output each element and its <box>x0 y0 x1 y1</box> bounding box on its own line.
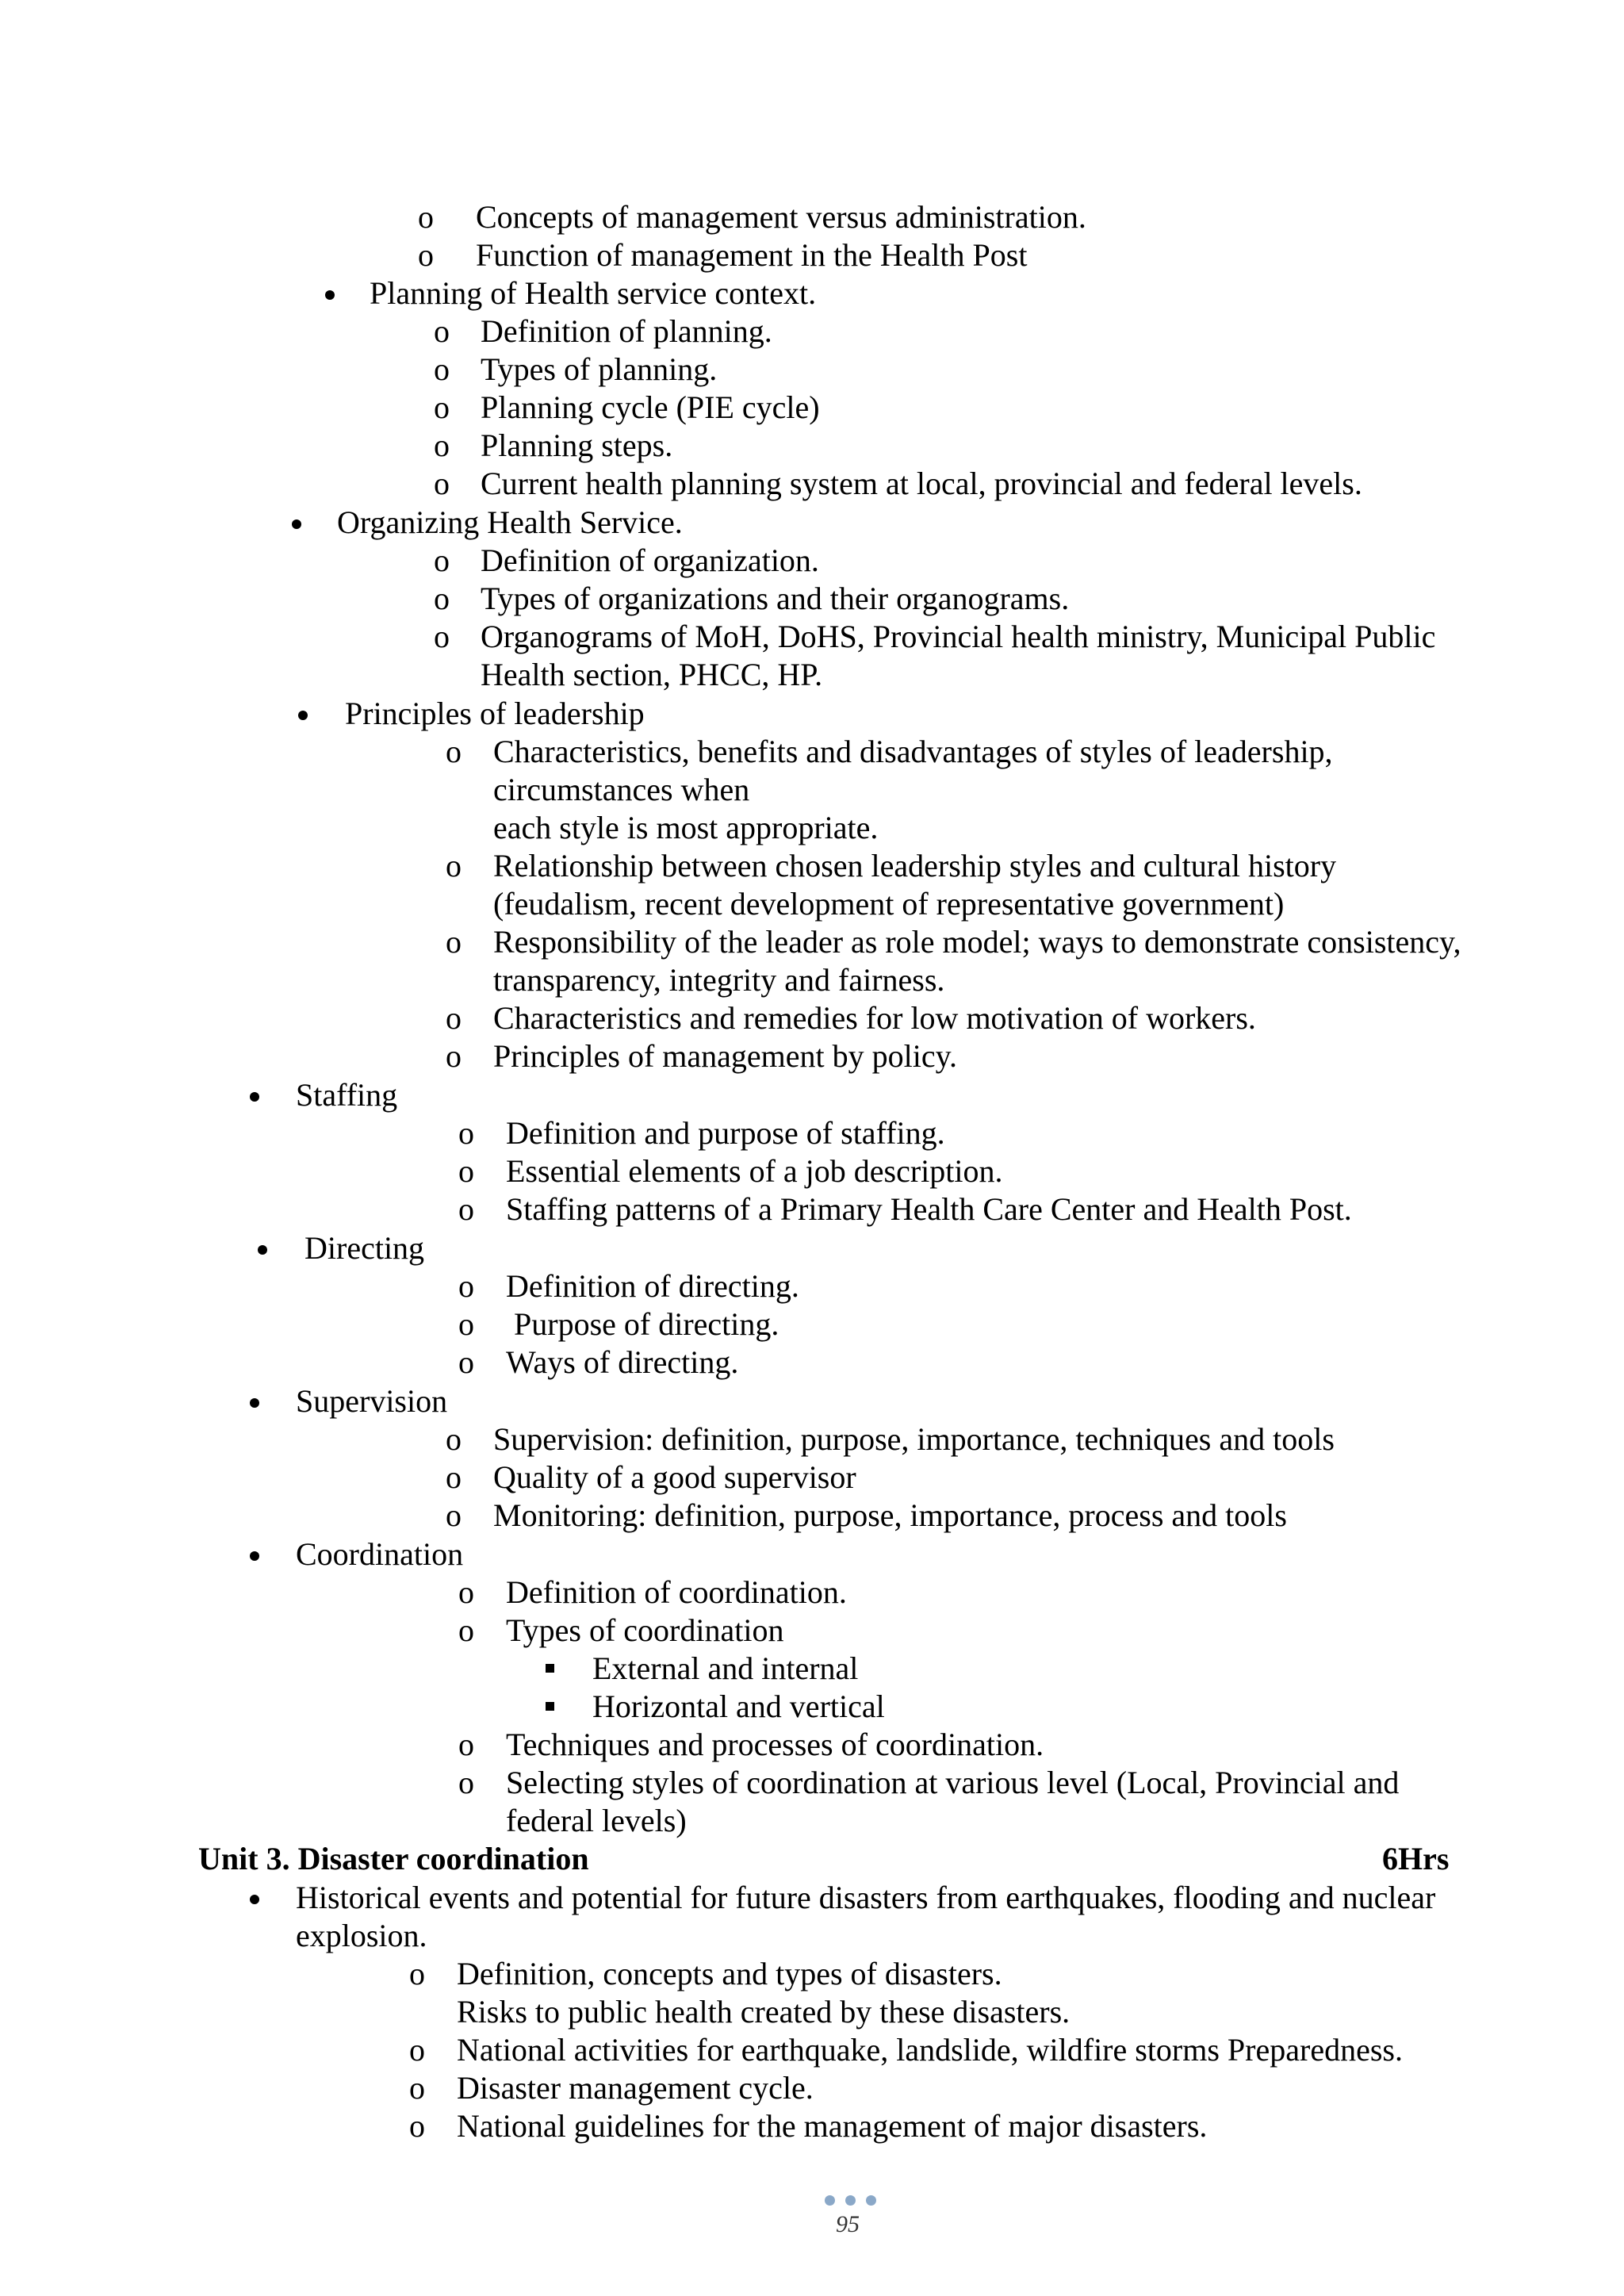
list-item-continuation: Risks to public health created by these disasters. <box>457 1994 1071 2030</box>
list-item: Types of planning. <box>481 351 718 387</box>
footer-dot-icon <box>825 2195 835 2206</box>
circle-bullet-icon: o <box>458 1306 474 1342</box>
list-item: Staffing <box>296 1077 398 1113</box>
list-item: Selecting styles of coordination at various level (Local, Provincial and <box>506 1765 1400 1800</box>
list-item: Definition and purpose of staffing. <box>506 1115 945 1151</box>
list-item: Horizontal and vertical <box>592 1688 885 1724</box>
circle-bullet-icon: o <box>434 427 450 463</box>
circle-bullet-icon: o <box>409 2032 425 2068</box>
list-item: Planning steps. <box>481 427 673 463</box>
circle-bullet-icon: o <box>458 1115 474 1151</box>
circle-bullet-icon: o <box>434 466 450 501</box>
list-item: Organograms of MoH, DoHS, Provincial health ministry, Municipal Public <box>481 619 1436 654</box>
bullet-icon <box>258 1245 267 1255</box>
list-item: Supervision: definition, purpose, importance, techniques and tools <box>493 1421 1335 1457</box>
list-item-continuation: circumstances when <box>493 772 750 807</box>
list-item: Principles of management by policy. <box>493 1038 958 1074</box>
list-item: Purpose of directing. <box>514 1306 779 1342</box>
circle-bullet-icon: o <box>458 1727 474 1762</box>
bullet-icon <box>325 290 335 300</box>
circle-bullet-icon: o <box>458 1765 474 1800</box>
bullet-icon <box>250 1551 259 1561</box>
list-item: Types of coordination <box>506 1612 784 1648</box>
list-item: Historical events and potential for future disasters from earthquakes, flooding and nuclear <box>296 1880 1436 1915</box>
circle-bullet-icon: o <box>458 1153 474 1189</box>
list-item: Principles of leadership <box>345 696 645 731</box>
circle-bullet-icon: o <box>446 848 462 884</box>
list-item: Planning cycle (PIE cycle) <box>481 389 820 425</box>
bullet-icon <box>250 1092 259 1102</box>
circle-bullet-icon: o <box>409 1956 425 1991</box>
circle-bullet-icon: o <box>446 1459 462 1495</box>
bullet-icon <box>250 1398 259 1408</box>
bullet-icon <box>250 1895 259 1904</box>
circle-bullet-icon: o <box>446 1421 462 1457</box>
list-item: Definition of organization. <box>481 542 819 578</box>
list-item: Organizing Health Service. <box>337 504 683 540</box>
circle-bullet-icon: o <box>458 1574 474 1610</box>
list-item: Techniques and processes of coordination. <box>506 1727 1044 1762</box>
unit-hours: 6Hrs <box>1382 1841 1450 1876</box>
list-item: Definition, concepts and types of disasters. <box>457 1956 1002 1991</box>
circle-bullet-icon: o <box>446 734 462 769</box>
circle-bullet-icon: o <box>434 351 450 387</box>
list-item: Responsibility of the leader as role model; ways to demonstrate consistency, <box>493 924 1461 960</box>
circle-bullet-icon: o <box>434 581 450 616</box>
list-item: Concepts of management versus administration. <box>476 199 1086 235</box>
circle-bullet-icon: o <box>409 2108 425 2144</box>
list-item-continuation: explosion. <box>296 1918 427 1953</box>
list-item: Characteristics, benefits and disadvantages of styles of leadership, <box>493 734 1333 769</box>
circle-bullet-icon: o <box>434 542 450 578</box>
list-item: Essential elements of a job description. <box>506 1153 1003 1189</box>
circle-bullet-icon: o <box>446 1000 462 1036</box>
list-item: Definition of coordination. <box>506 1574 847 1610</box>
bullet-icon <box>292 519 301 529</box>
circle-bullet-icon: o <box>446 1497 462 1533</box>
list-item-continuation: each style is most appropriate. <box>493 810 879 845</box>
list-item: Ways of directing. <box>506 1344 739 1380</box>
list-item: Planning of Health service context. <box>370 275 817 311</box>
list-item: Definition of directing. <box>506 1268 799 1304</box>
list-item: Coordination <box>296 1536 464 1572</box>
list-item: National guidelines for the management of major disasters. <box>457 2108 1208 2144</box>
list-item-continuation: transparency, integrity and fairness. <box>493 962 945 998</box>
circle-bullet-icon: o <box>418 199 434 235</box>
circle-bullet-icon: o <box>458 1344 474 1380</box>
circle-bullet-icon: o <box>418 237 434 273</box>
bullet-icon <box>298 711 308 720</box>
circle-bullet-icon: o <box>446 1038 462 1074</box>
circle-bullet-icon: o <box>434 313 450 349</box>
list-item: Relationship between chosen leadership styles and cultural history <box>493 848 1337 884</box>
list-item: Quality of a good supervisor <box>493 1459 856 1495</box>
list-item: Definition of planning. <box>481 313 772 349</box>
list-item: Staffing patterns of a Primary Health Care Center and Health Post. <box>506 1191 1352 1227</box>
circle-bullet-icon: o <box>434 619 450 654</box>
list-item: Types of organizations and their organograms. <box>481 581 1070 616</box>
list-item: Directing <box>304 1230 425 1266</box>
list-item: External and internal <box>592 1650 859 1686</box>
list-item: Current health planning system at local, provincial and federal levels. <box>481 466 1362 501</box>
circle-bullet-icon: o <box>458 1191 474 1227</box>
footer-dot-icon <box>845 2195 856 2206</box>
square-bullet-icon <box>546 1664 554 1673</box>
circle-bullet-icon: o <box>409 2070 425 2106</box>
list-item: Disaster management cycle. <box>457 2070 814 2106</box>
square-bullet-icon <box>546 1702 554 1711</box>
circle-bullet-icon: o <box>458 1612 474 1648</box>
list-item-continuation: Health section, PHCC, HP. <box>481 657 823 692</box>
list-item: Function of management in the Health Post <box>476 237 1028 273</box>
list-item: Monitoring: definition, purpose, importance, process and tools <box>493 1497 1287 1533</box>
list-item: National activities for earthquake, landslide, wildfire storms Preparedness. <box>457 2032 1403 2068</box>
list-item: Characteristics and remedies for low motivation of workers. <box>493 1000 1256 1036</box>
footer-dot-icon <box>866 2195 876 2206</box>
unit-heading: Unit 3. Disaster coordination <box>198 1841 589 1876</box>
circle-bullet-icon: o <box>446 924 462 960</box>
page-number: 95 <box>836 2211 860 2237</box>
list-item: Supervision <box>296 1383 448 1419</box>
circle-bullet-icon: o <box>434 389 450 425</box>
circle-bullet-icon: o <box>458 1268 474 1304</box>
list-item-continuation: (feudalism, recent development of representative government) <box>493 886 1285 922</box>
list-item-continuation: federal levels) <box>506 1803 687 1838</box>
